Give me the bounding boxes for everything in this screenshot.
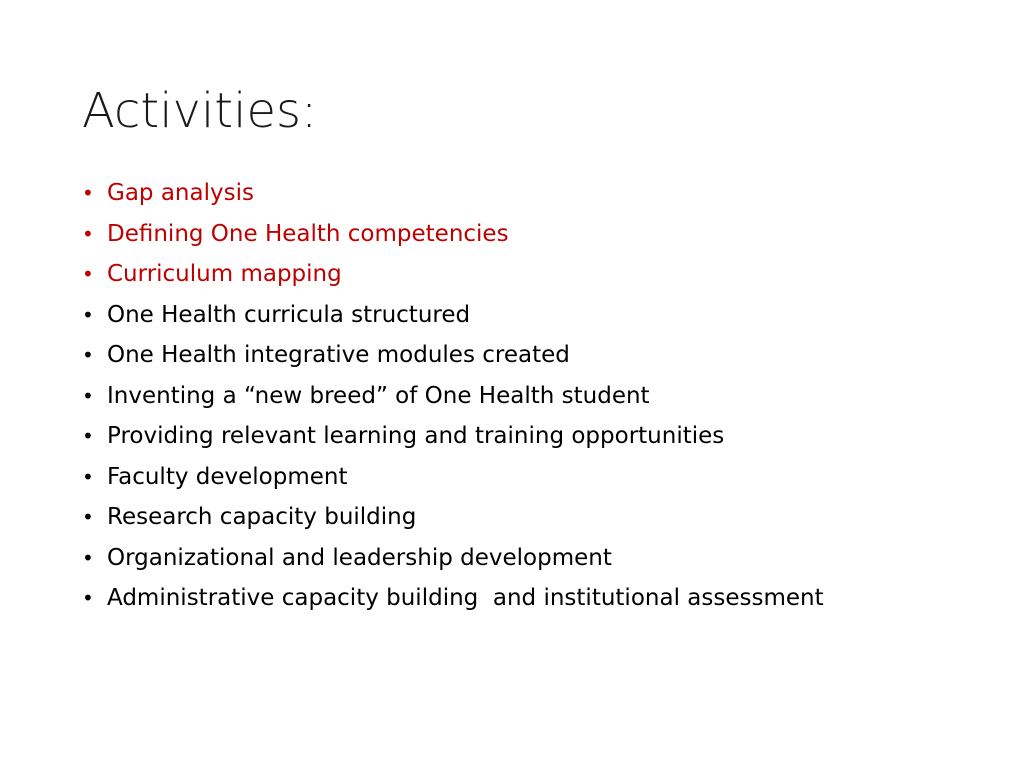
bullet-text: One Health integrative modules created	[107, 342, 570, 368]
bullet-icon: •	[82, 464, 94, 489]
bullet-item-research-capacity	[82, 499, 982, 540]
bullet-item-leadership-development	[82, 540, 982, 581]
bullet-item-gap-analysis	[82, 175, 982, 216]
bullet-item-integrative-modules	[82, 337, 982, 378]
bullet-item-curricula-structured	[82, 297, 982, 338]
bullet-icon: •	[82, 302, 94, 327]
bullet-text: Organizational and leadership development	[107, 544, 612, 571]
bullet-text: Administrative capacity building and institutional assessment	[107, 585, 824, 611]
bullet-list	[82, 175, 982, 621]
bullet-item-curriculum-mapping	[82, 256, 982, 297]
slide-title: Activities:	[82, 83, 318, 139]
bullet-text: Inventing a “new breed” of One Health student	[107, 382, 650, 409]
bullet-icon: •	[82, 181, 94, 205]
bullet-text: Research capacity building	[107, 504, 417, 530]
bullet-text: One Health curricula structured	[107, 301, 471, 328]
bullet-item-defining-competencies	[82, 216, 982, 257]
bullet-item-faculty-development	[82, 459, 982, 500]
bullet-item-new-breed-student	[82, 378, 982, 419]
bullet-text: Defining One Health competencies	[107, 220, 509, 247]
bullet-text: Curriculum mapping	[107, 261, 342, 287]
bullet-text: Faculty development	[107, 463, 348, 490]
bullet-icon: •	[82, 505, 94, 529]
bullet-icon: •	[82, 221, 94, 246]
bullet-text: Providing relevant learning and training opportunities	[107, 423, 725, 449]
bullet-icon: •	[82, 343, 94, 367]
bullet-icon: •	[82, 262, 94, 286]
bullet-icon: •	[82, 383, 94, 408]
bullet-item-administrative-capacity	[82, 580, 982, 621]
bullet-text: Gap analysis	[107, 180, 254, 206]
bullet-item-learning-opportunities	[82, 418, 982, 459]
bullet-icon: •	[82, 545, 94, 570]
bullet-icon: •	[82, 424, 94, 448]
bullet-icon: •	[82, 586, 94, 610]
